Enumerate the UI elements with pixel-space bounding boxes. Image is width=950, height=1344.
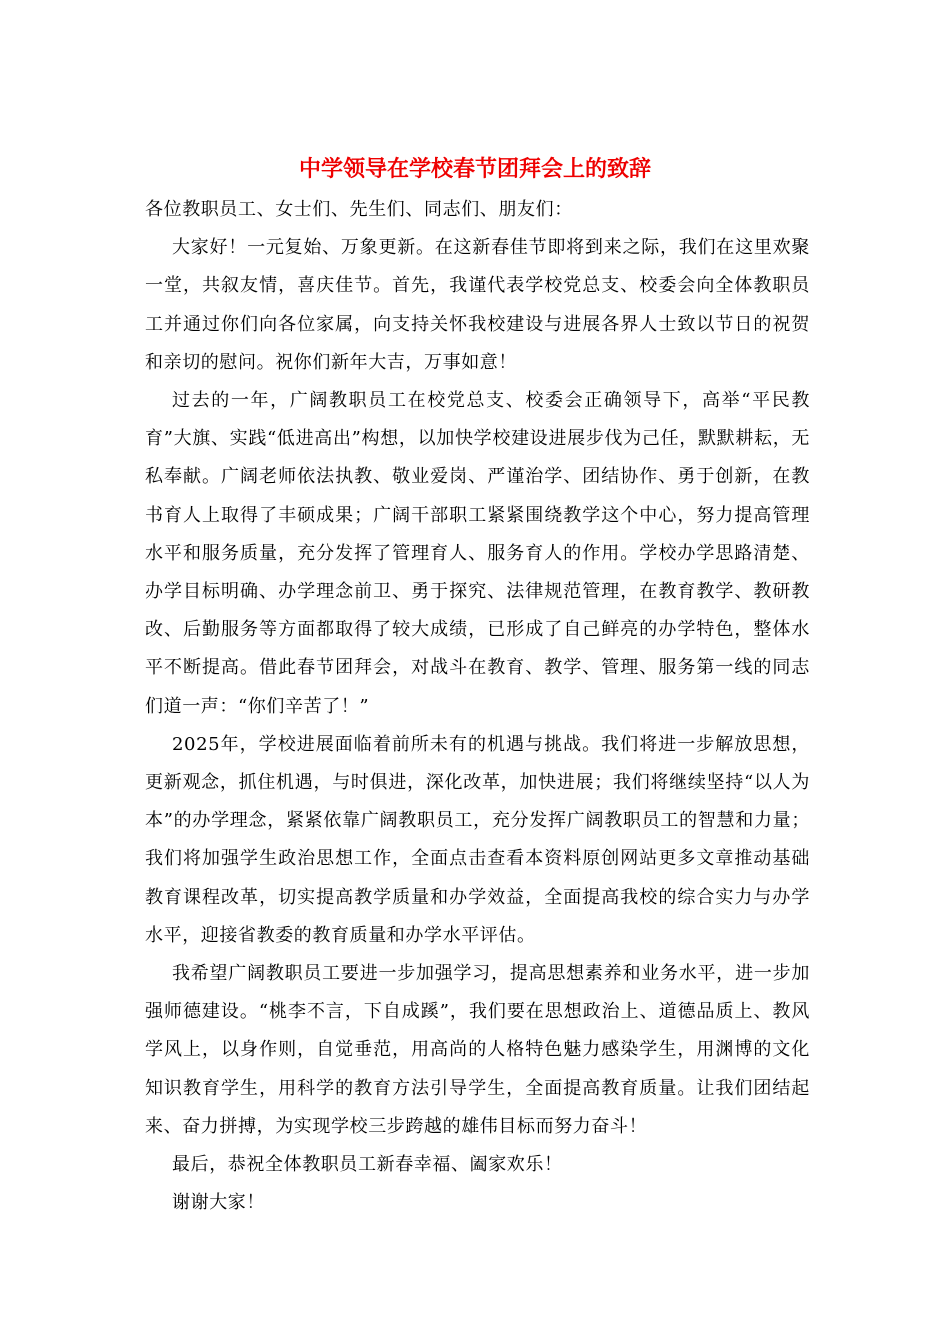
paragraph-past-year: 过去的一年，广阔教职员工在校党总支、校委会正确领导下，高举“平民教育”大旗、实践“低进高出”构想，以加快学校建设进展步伐为己任，默默耕耘，无私奉献。广阔老师依法执教、敬业爱岗、严谨治学、团结协作、勇于创新，在教书育人上取得了丰硕成果；广阔干部职工紧紧围绕教学这个中心，努力提高管理水平和服务质量，充分发挥了管理育人、服务育人的作用。学校办学思路清楚、办学目标明确、办学理念前卫、勇于探究、法律规范管理，在教育教学、教研教改、后勤服务等方面都取得了较大成绩，已形成了自己鲜亮的办学特色，整体水平不断提高。借此春节团拜会，对战斗在教育、教学、管理、服务第一线的同志们道一声：“你们辛苦了！” bbox=[145, 390, 810, 717]
salutation: 各位教职员工、女士们、先生们、同志们、朋友们： bbox=[145, 199, 573, 220]
paragraph-closing-wishes: 最后，恭祝全体教职员工新春幸福、阖家欢乐！ bbox=[172, 1154, 563, 1176]
document-title: 中学领导在学校春节团拜会上的致辞 bbox=[298, 156, 651, 182]
paragraph-greeting: 大家好！一元复始、万象更新。在这新春佳节即将到来之际，我们在这里欢聚一堂，共叙友情，喜庆佳节。首先，我谨代表学校党总支、校委会向全体教职员工并通过你们向各位家属，向支持关怀我校建设与进展各界人士致以节日的祝贺和亲切的慰问。祝你们新年大吉，万事如意！ bbox=[145, 237, 810, 373]
document-body bbox=[145, 191, 810, 1222]
paragraph-2025-outlook: 2025年，学校进展面临着前所未有的机遇与挑战。我们将进一步解放思想，更新观念，抓住机遇，与时俱进，深化改革，加快进展；我们将继续坚持“以人为本”的办学理念，紧紧依靠广阔教职员工，充分发挥广阔教职员工的智慧和力量；我们将加强学生政治思想工作，全面点击查看本资料原创网站更多文章推动基础教育课程改革，切实提高教学质量和办学效益，全面提高我校的综合实力与办学水平，迎接省教委的教育质量和办学水平评估。 bbox=[145, 733, 810, 946]
paragraph-thanks: 谢谢大家！ bbox=[172, 1192, 265, 1214]
paragraph-hopes: 我希望广阔教职员工要进一步加强学习，提高思想素养和业务水平，进一步加强师德建设。“桃李不言，下自成蹊”，我们要在思想政治上、道德品质上、教风学风上，以身作则，自觉垂范，用高尚的人格特色魅力感染学生，用渊博的文化知识教育学生，用科学的教育方法引导学生，全面提高教育质量。让我们团结起来、奋力拼搏，为实现学校三步跨越的雄伟目标而努力奋斗！ bbox=[145, 963, 810, 1137]
